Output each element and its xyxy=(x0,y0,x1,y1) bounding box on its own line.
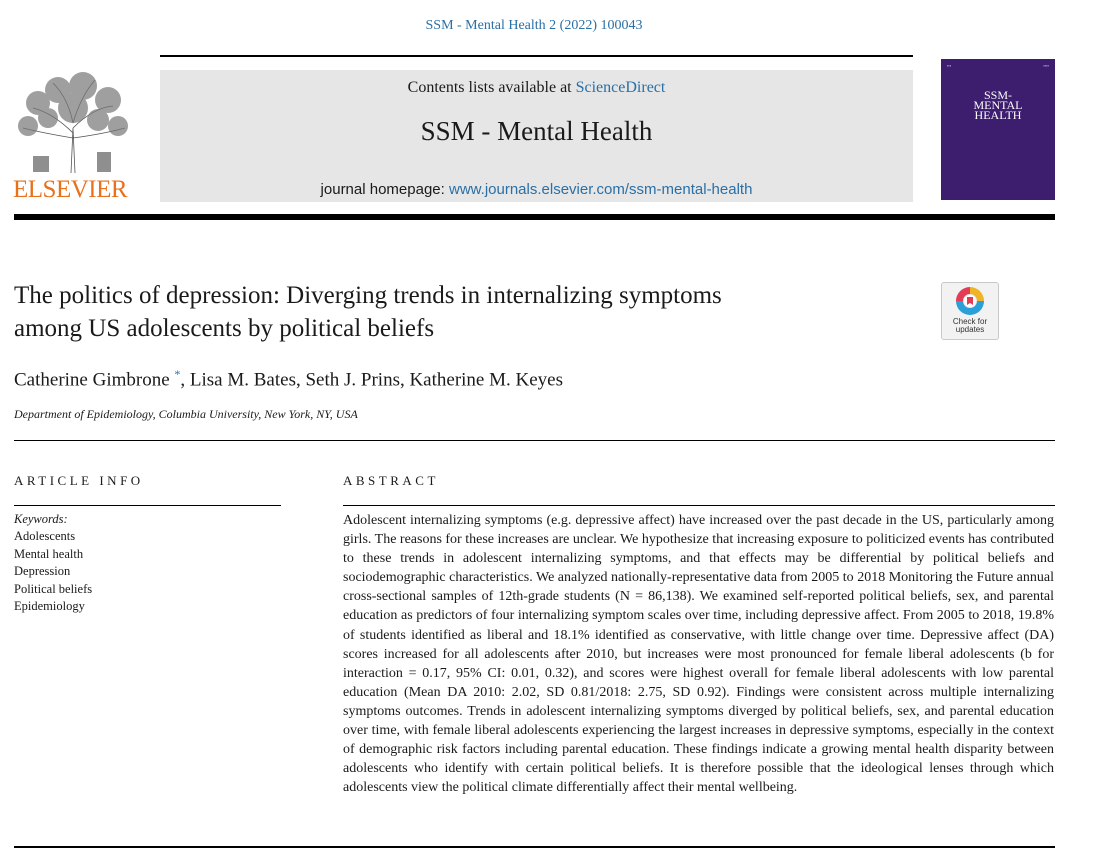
homepage-link[interactable]: www.journals.elsevier.com/ssm-mental-health xyxy=(448,181,753,198)
cover-title-line: MENTAL xyxy=(973,98,1023,112)
article-info-heading: ARTICLE INFO xyxy=(14,473,144,488)
contents-prefix: Contents lists available at xyxy=(407,79,576,96)
journal-homepage xyxy=(160,181,913,198)
keyword-item[interactable]: Mental health xyxy=(14,546,84,561)
article-title xyxy=(14,279,914,345)
abstract-text: Adolescent internalizing symptoms (e.g. depressive affect) have increased over the past decade in the US, particularly among girls. The reasons for these increases are unclear. We hypothesize that increasing exposure to politicized events has contributed to these trends in adolescent internalizing symptoms, and that effects may be differential by political beliefs and sociodemographic characteristics. We analyzed nationally-representative data from 2005 to 2018 Monitoring the Future annual cross-sectional samples of 12th-grade students (N = 86,138). We examined self-reported political beliefs, sex, and parental education as predictors of four internalizing symptom scales over time, including depressive affect. From 2005 to 2018, 19.8% of students identified as liberal and 18.1% identified as conservative, with little change over time. Depressive affect (DA) scores increased for all adolescents after 2010, but increases were most pronounced for female liberal adolescents (b for interaction = 0.17, 95% CI: 0.01, 0.32), and scores were highest overall for female liberal adolescents with low parental education (Mean DA 2010: 2.02, SD 0.81/2018: 2.75, SD 0.92). Findings were consistent across multiple internalizing symptoms outcomes. Trends in adolescent internalizing symptoms diverged by political beliefs, sex, and parental education over time, with female liberal adolescents experiencing the largest increases in depressive symptoms, especially in the context of demographic risk factors including parental education. These findings indicate a growing mental health disparity between adolescents who identify with certain political beliefs. It is therefore possible that the ideological lenses through which adolescents view the political climate differentially affect their mental wellbeing. xyxy=(343,513,1054,796)
article-title-line: among US adolescents by political beliefs xyxy=(14,315,435,342)
cover-corner-mark-icon: ▪▪▪▪ xyxy=(1043,63,1049,68)
corresponding-author-mark[interactable]: * xyxy=(174,367,181,381)
keyword-item[interactable]: Adolescents xyxy=(14,529,76,544)
article-title-line: The politics of depression: Diverging trends in internalizing symptoms xyxy=(14,282,722,309)
author-name[interactable]: Catherine Gimbrone xyxy=(14,369,170,391)
author-names-rest[interactable]: , Lisa M. Bates, Seth J. Prins, Katherine M. Keyes xyxy=(180,369,563,391)
check-for-updates-button[interactable] xyxy=(941,282,999,340)
author-list xyxy=(14,367,563,391)
article-info-rule xyxy=(14,505,281,506)
keyword-item[interactable]: Political beliefs xyxy=(14,581,93,596)
header-top-rule xyxy=(160,55,913,57)
header-thick-rule xyxy=(14,214,1055,220)
keywords-list xyxy=(14,511,92,615)
check-updates-label-line: updates xyxy=(955,325,985,334)
journal-cover-image[interactable] xyxy=(941,59,1055,200)
keywords-label: Keywords: xyxy=(14,512,68,526)
journal-name: SSM - Mental Health xyxy=(420,116,653,146)
keyword-item[interactable]: Depression xyxy=(14,564,71,579)
check-updates-label-line: Check for xyxy=(952,317,988,326)
cover-title-line: SSM- xyxy=(983,88,1012,102)
sciencedirect-link[interactable]: ScienceDirect xyxy=(575,79,666,96)
footer-rule xyxy=(14,846,1055,848)
elsevier-logo[interactable] xyxy=(13,68,133,204)
cover-title xyxy=(941,90,1055,120)
cover-publisher-mark-icon: ▪▪▪ xyxy=(947,63,952,68)
cover-title-line: HEALTH xyxy=(974,108,1022,122)
abstract-heading: ABSTRACT xyxy=(343,473,439,488)
abstract-rule xyxy=(343,505,1055,506)
journal-masthead xyxy=(160,70,913,202)
elsevier-tree-icon xyxy=(13,68,133,176)
check-updates-icon xyxy=(955,286,985,316)
check-updates-label xyxy=(942,318,998,334)
homepage-prefix: journal homepage: xyxy=(320,181,449,198)
keyword-item[interactable]: Epidemiology xyxy=(14,599,85,614)
section-divider xyxy=(14,440,1055,441)
journal-reference-link[interactable]: SSM - Mental Health 2 (2022) 100043 xyxy=(425,18,643,33)
elsevier-wordmark: ELSEVIER xyxy=(13,176,128,203)
author-affiliation: Department of Epidemiology, Columbia University, New York, NY, USA xyxy=(14,407,358,421)
contents-availability xyxy=(160,79,913,97)
